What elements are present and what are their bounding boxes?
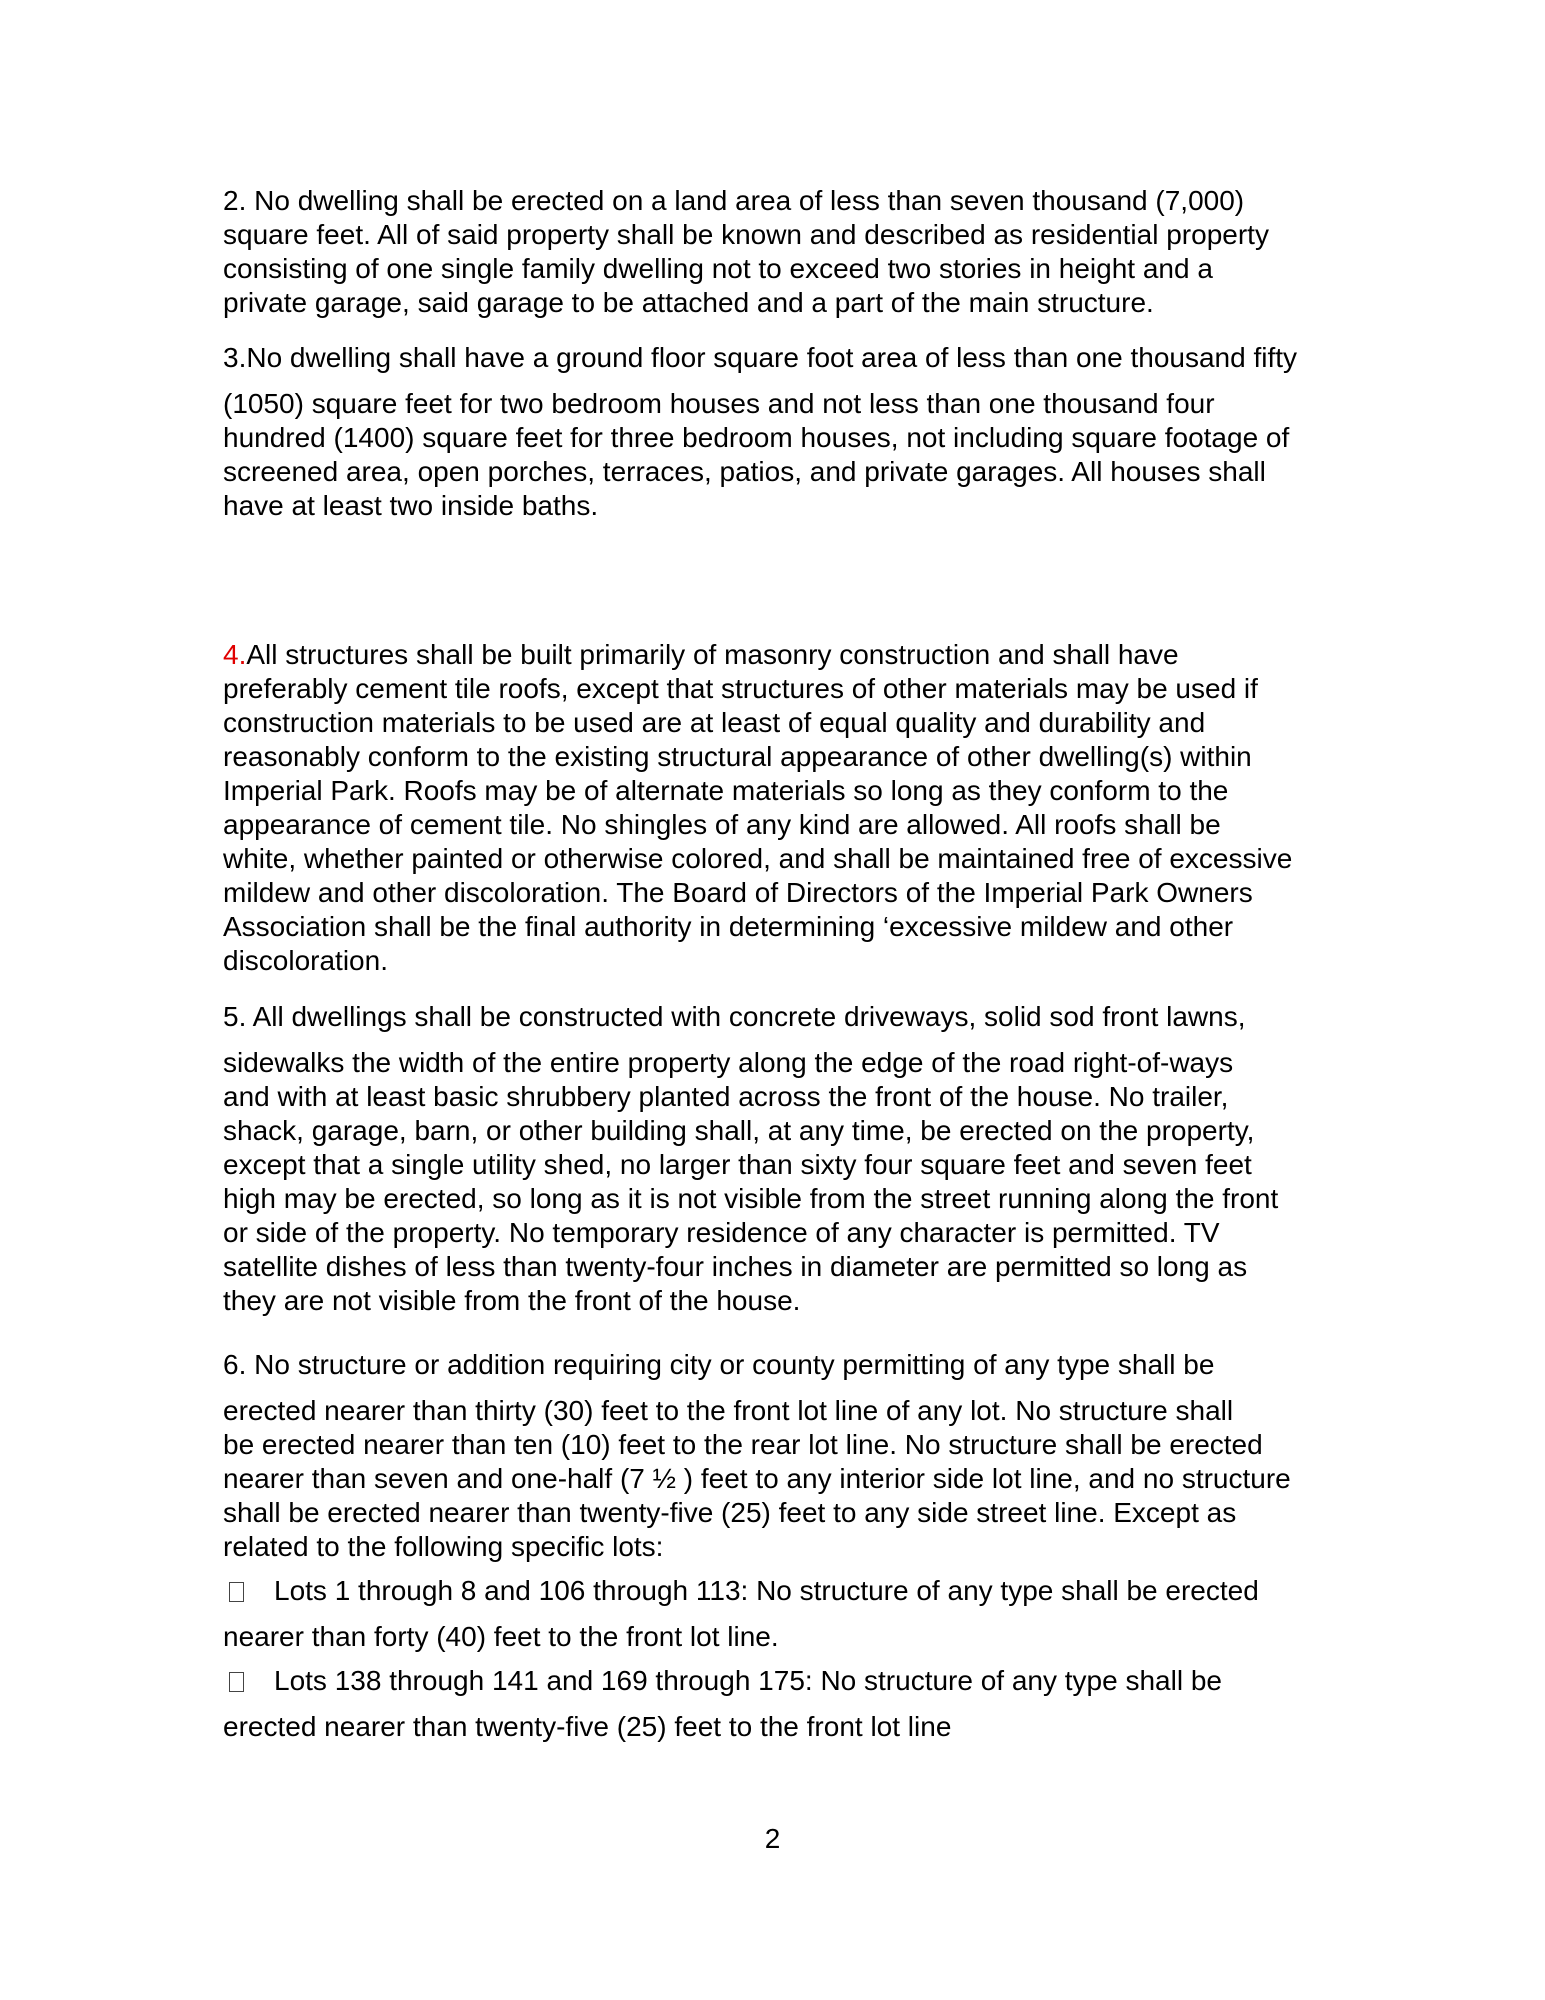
checkbox-glyph-icon xyxy=(229,1672,244,1692)
bullet-continuation: erected nearer than twenty-five (25) feet to the front lot line xyxy=(223,1711,952,1742)
paragraph-4-line: Association shall be the final authority in determining ‘excessive mildew and other xyxy=(223,911,1234,942)
paragraph-5-line: 5. All dwellings shall be constructed with concrete driveways, solid sod front lawns, xyxy=(223,1001,1246,1032)
paragraph-4-number: 4. xyxy=(223,639,247,670)
paragraph-6-line: related to the following specific lots: xyxy=(223,1531,664,1562)
paragraph-4-first-text: All structures shall be built primarily of masonry construction and shall have xyxy=(246,639,1179,670)
bullet-item xyxy=(223,1574,1259,1608)
paragraph-3-line: have at least two inside baths. xyxy=(223,490,599,521)
paragraph-4-line: Imperial Park. Roofs may be of alternate materials so long as they conform to the xyxy=(223,775,1229,806)
paragraph-3-line: 3.No dwelling shall have a ground floor square foot area of less than one thousand fifty xyxy=(223,342,1298,373)
paragraph-4-line: appearance of cement tile. No shingles of any kind are allowed. All roofs shall be xyxy=(223,809,1221,840)
paragraph-3-line: screened area, open porches, terraces, patios, and private garages. All houses shall xyxy=(223,456,1266,487)
paragraph-5-line: satellite dishes of less than twenty-four inches in diameter are permitted so long as xyxy=(223,1251,1248,1282)
bullet-item xyxy=(223,1664,1222,1698)
paragraph-4-line xyxy=(223,638,1179,672)
paragraph-5-line: sidewalks the width of the entire property along the edge of the road right-of-ways xyxy=(223,1047,1234,1078)
bullet-text: Lots 138 through 141 and 169 through 175: No structure of any type shall be xyxy=(274,1665,1222,1696)
bullet-continuation: nearer than forty (40) feet to the front lot line. xyxy=(223,1621,779,1652)
paragraph-5-line: and with at least basic shrubbery planted across the front of the house. No trailer, xyxy=(223,1081,1229,1112)
bullet-text: Lots 1 through 8 and 106 through 113: No structure of any type shall be erected xyxy=(274,1575,1259,1606)
paragraph-6-line: nearer than seven and one-half (7 ½ ) feet to any interior side lot line, and no structure xyxy=(223,1463,1291,1494)
paragraph-6-line: erected nearer than thirty (30) feet to the front lot line of any lot. No structure shall xyxy=(223,1395,1234,1426)
paragraph-2-line: square feet. All of said property shall be known and described as residential property xyxy=(223,219,1269,250)
paragraph-4-line: white, whether painted or otherwise colored, and shall be maintained free of excessive xyxy=(223,843,1293,874)
paragraph-4-line: reasonably conform to the existing structural appearance of other dwelling(s) within xyxy=(223,741,1252,772)
paragraph-2-line: consisting of one single family dwelling not to exceed two stories in height and a xyxy=(223,253,1213,284)
paragraph-5-line: shack, garage, barn, or other building shall, at any time, be erected on the property, xyxy=(223,1115,1255,1146)
checkbox-glyph-icon xyxy=(229,1582,244,1602)
paragraph-2-line: private garage, said garage to be attached and a part of the main structure. xyxy=(223,287,1154,318)
paragraph-4-line: preferably cement tile roofs, except that structures of other materials may be used if xyxy=(223,673,1258,704)
page-number: 2 xyxy=(764,1823,781,1854)
paragraph-4-line: construction materials to be used are at least of equal quality and durability and xyxy=(223,707,1206,738)
paragraph-3-line: (1050) square feet for two bedroom houses and not less than one thousand four xyxy=(223,388,1215,419)
paragraph-6-line: shall be erected nearer than twenty-five (25) feet to any side street line. Except as xyxy=(223,1497,1237,1528)
paragraph-6-line: be erected nearer than ten (10) feet to the rear lot line. No structure shall be erected xyxy=(223,1429,1263,1460)
paragraph-5-line: they are not visible from the front of the house. xyxy=(223,1285,801,1316)
paragraph-6-line: 6. No structure or addition requiring city or county permitting of any type shall be xyxy=(223,1349,1215,1380)
paragraph-5-line: except that a single utility shed, no larger than sixty four square feet and seven feet xyxy=(223,1149,1252,1180)
paragraph-5-line: or side of the property. No temporary residence of any character is permitted. TV xyxy=(223,1217,1220,1248)
paragraph-3-line: hundred (1400) square feet for three bedroom houses, not including square footage of xyxy=(223,422,1290,453)
paragraph-2-line: 2. No dwelling shall be erected on a land area of less than seven thousand (7,000) xyxy=(223,185,1245,216)
paragraph-4-line: discoloration. xyxy=(223,945,388,976)
paragraph-5-line: high may be erected, so long as it is not visible from the street running along the front xyxy=(223,1183,1279,1214)
paragraph-4-line: mildew and other discoloration. The Board of Directors of the Imperial Park Owners xyxy=(223,877,1253,908)
